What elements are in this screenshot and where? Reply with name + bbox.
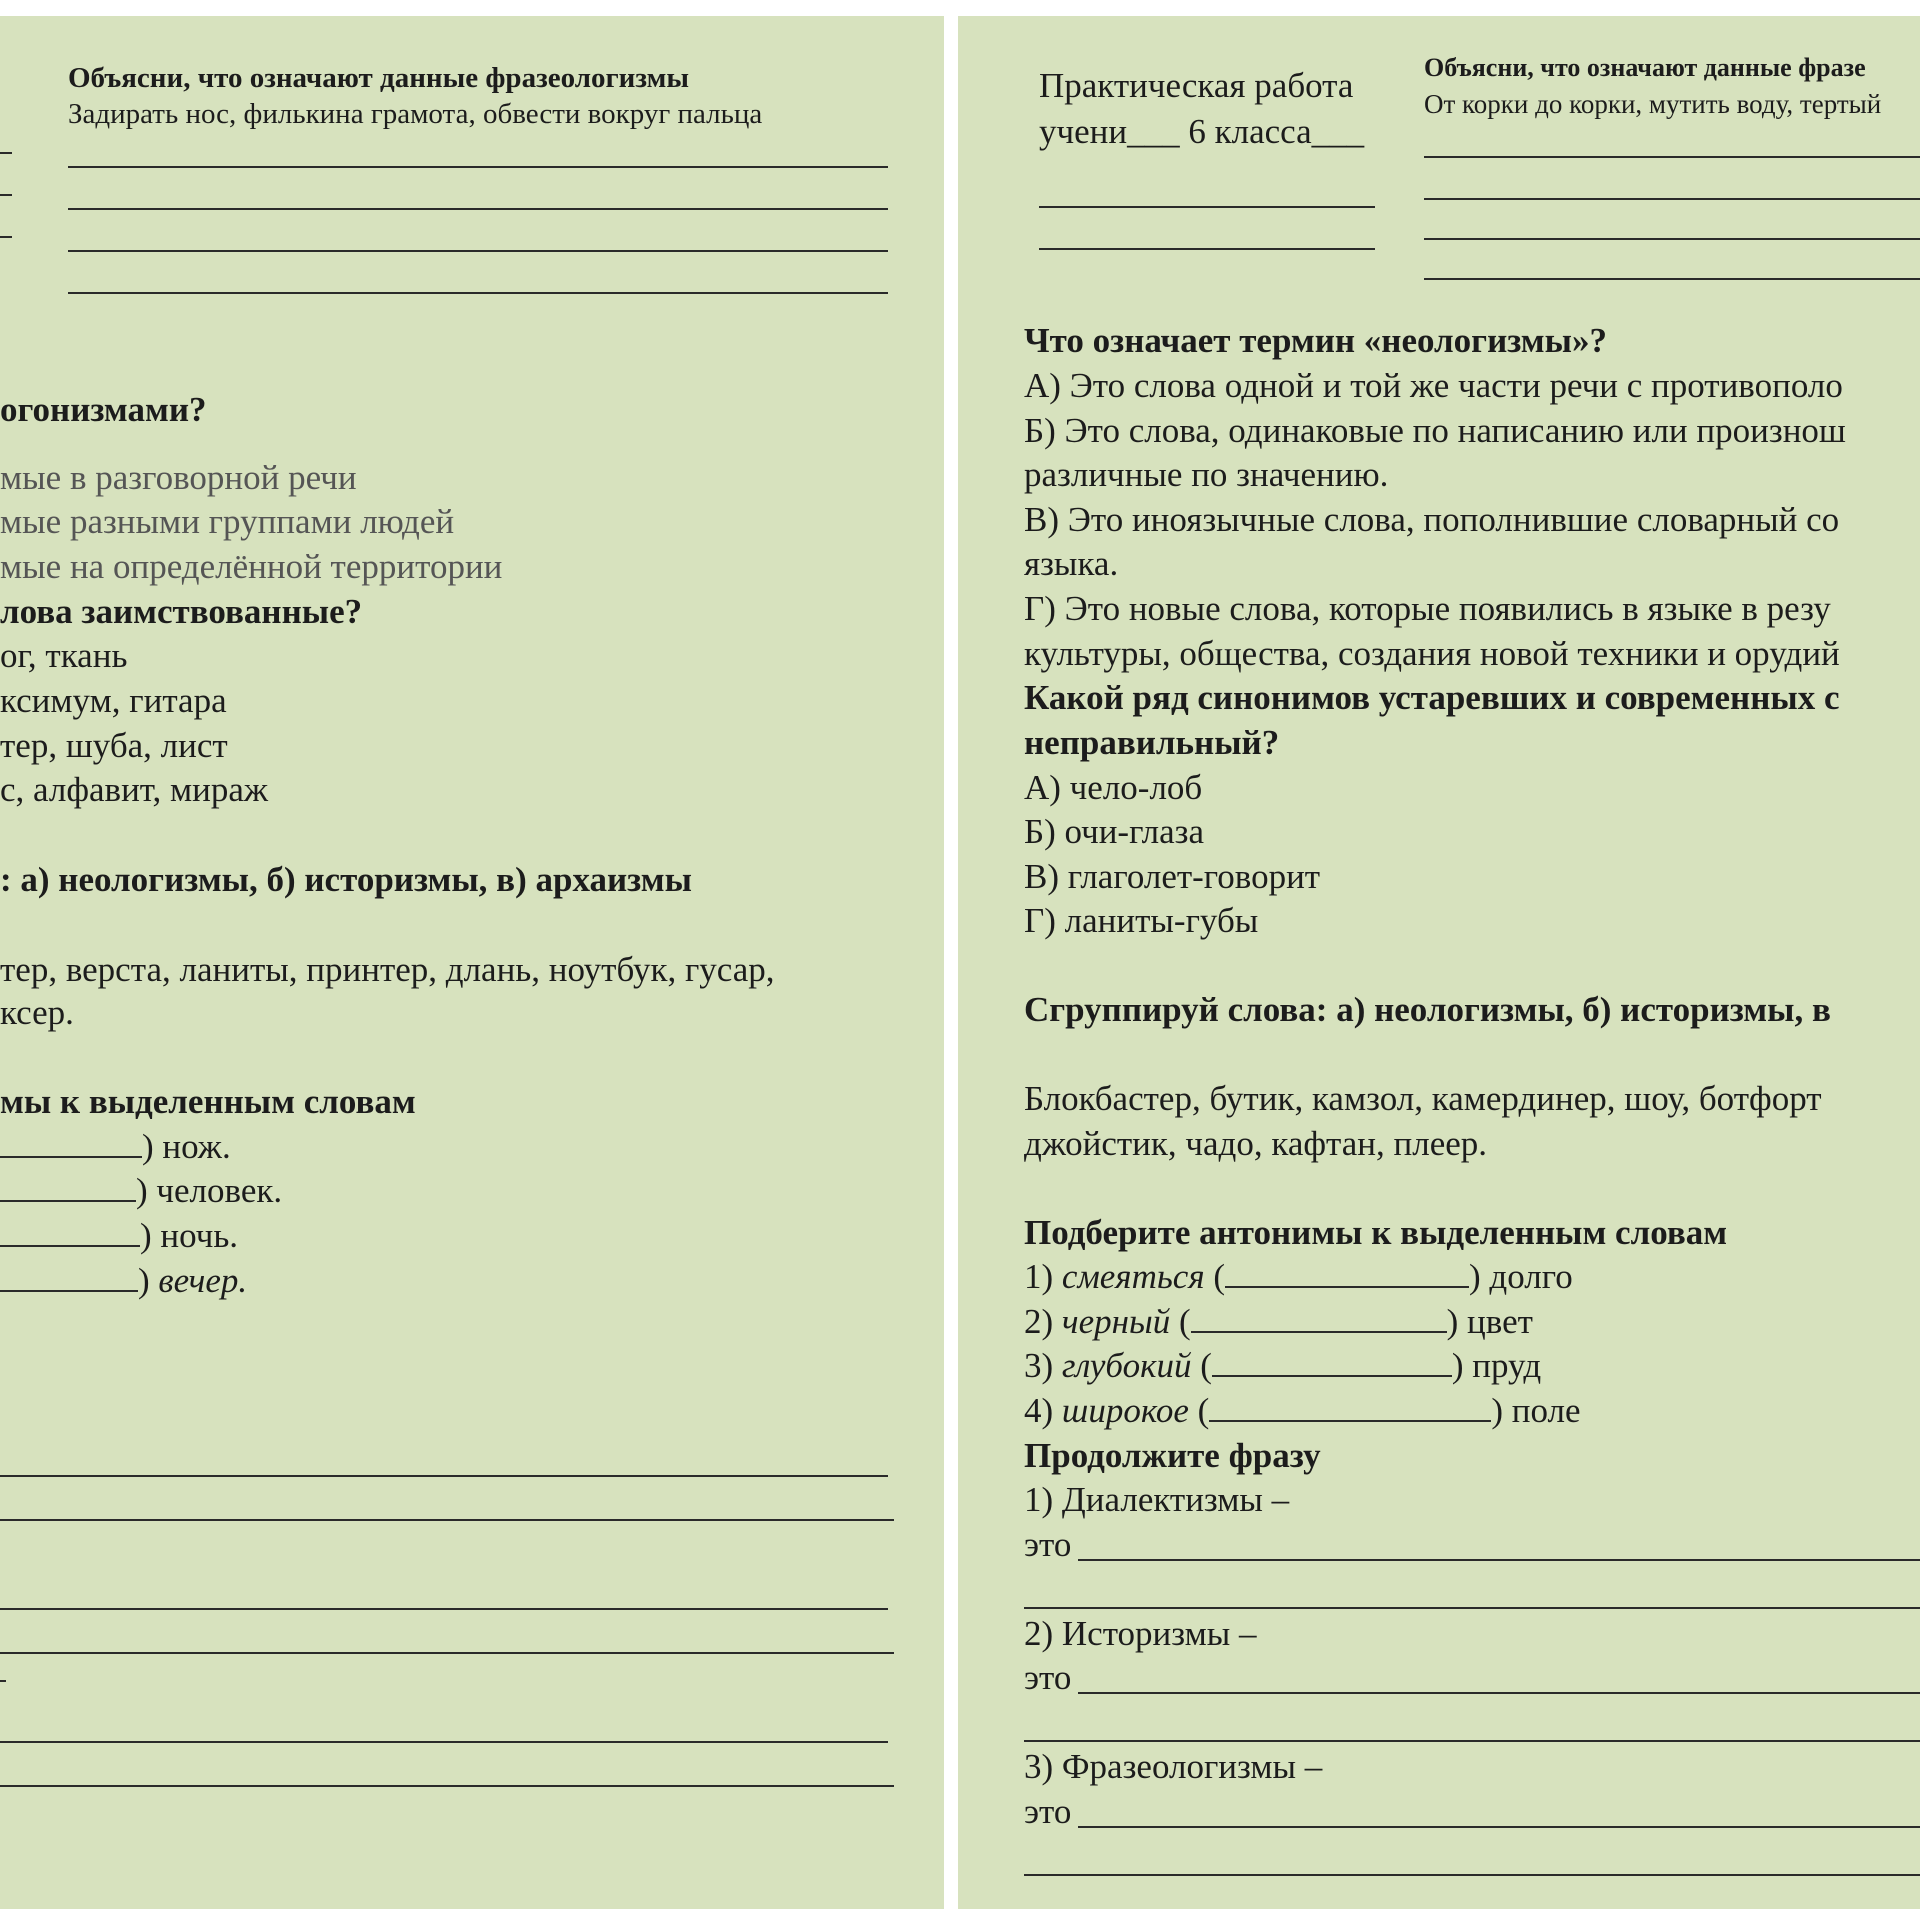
- continue-lead: это: [1024, 1658, 1072, 1697]
- answer-line[interactable]: [0, 1741, 888, 1743]
- work-title: Практическая работа: [1039, 66, 1354, 105]
- answer-line[interactable]: [0, 1608, 888, 1610]
- continue-term: 2) Историзмы –: [1024, 1614, 1257, 1653]
- answer-option: В) глаголет-говорит: [1024, 857, 1321, 896]
- name-line[interactable]: [1039, 248, 1375, 250]
- antonym-item: 2) черный ( ) цвет: [1024, 1302, 1533, 1341]
- answer-option: тер, шуба, лист: [0, 726, 228, 765]
- answer-line[interactable]: [68, 292, 888, 294]
- answer-option: языка.: [1024, 544, 1119, 583]
- continue-lead: это: [1024, 1525, 1072, 1564]
- antonyms-title: Подберите антонимы к выделенным словам: [1024, 1213, 1728, 1252]
- group-task-title: Сгруппируй слова: а) неологизмы, б) историзмы, в: [1024, 990, 1831, 1029]
- answer-option: Б) Это слова, одинаковые по написанию или произнош: [1024, 411, 1846, 450]
- answer-option: А) Это слова одной и той же части речи с противополо: [1024, 366, 1843, 405]
- question-title: Какой ряд синонимов устаревших и современных с: [1024, 678, 1840, 717]
- antonym-item: ) вечер.: [0, 1259, 247, 1303]
- answer-line[interactable]: [1424, 156, 1920, 158]
- left-header-title: Объясни, что означают данные фразеологизмы: [68, 62, 689, 94]
- answer-option: мые в разговорной речи: [0, 458, 357, 497]
- answer-option: А) чело-лоб: [1024, 768, 1203, 807]
- answer-option: культуры, общества, создания новой техники и орудий: [1024, 634, 1840, 673]
- answer-line[interactable]: [1078, 1692, 1920, 1694]
- continue-term: 1) Диалектизмы –: [1024, 1480, 1290, 1519]
- answer-option: мые разными группами людей: [0, 502, 455, 541]
- right-header-phrases: От корки до корки, мутить воду, тертый: [1424, 89, 1882, 119]
- continue-term: 3) Фразеологизмы –: [1024, 1747, 1323, 1786]
- antonyms-title: мы к выделенным словам: [0, 1082, 416, 1121]
- left-header-phrases: Задирать нос, филькина грамота, обвести вокруг пальца: [68, 98, 763, 130]
- answer-option: В) Это иноязычные слова, пополнившие словарный со: [1024, 500, 1840, 539]
- answer-blank[interactable]: [0, 1260, 138, 1292]
- answer-line[interactable]: [1024, 1740, 1920, 1742]
- answer-line[interactable]: [1078, 1559, 1920, 1561]
- answer-line[interactable]: [68, 166, 888, 168]
- answer-option: различные по значению.: [1024, 455, 1389, 494]
- question-title: огонизмами?: [0, 390, 207, 429]
- answer-blank[interactable]: [1209, 1390, 1491, 1422]
- answer-line[interactable]: [68, 208, 888, 210]
- answer-option: Г) ланиты-губы: [1024, 901, 1259, 940]
- answer-line[interactable]: [0, 1680, 6, 1682]
- answer-blank[interactable]: [1212, 1345, 1452, 1377]
- answer-option: Б) очи-глаза: [1024, 812, 1205, 851]
- right-worksheet-page: [958, 16, 1920, 1909]
- answer-line[interactable]: [68, 250, 888, 252]
- right-header-title: Объясни, что означают данные фразе: [1424, 53, 1866, 82]
- answer-line[interactable]: [0, 1652, 894, 1654]
- continue-lead: это: [1024, 1792, 1072, 1831]
- antonym-item: ) человек.: [0, 1169, 282, 1213]
- answer-line[interactable]: [1024, 1607, 1920, 1609]
- answer-line[interactable]: [0, 194, 12, 196]
- question-title: Что означает термин «неологизмы»?: [1024, 321, 1607, 360]
- answer-blank[interactable]: [0, 1126, 142, 1158]
- answer-line[interactable]: [0, 236, 12, 238]
- answer-line[interactable]: [1424, 278, 1920, 280]
- answer-option: ксимум, гитара: [0, 681, 227, 720]
- question-title: лова заимствованные?: [0, 592, 363, 631]
- group-task-words: тер, верста, ланиты, принтер, длань, ноутбук, гусар,: [0, 950, 775, 989]
- answer-line[interactable]: [1024, 1874, 1920, 1876]
- question-title: неправильный?: [1024, 723, 1280, 762]
- answer-line[interactable]: [0, 152, 12, 154]
- group-task-words: джойстик, чадо, кафтан, плеер.: [1024, 1124, 1488, 1163]
- answer-blank[interactable]: [0, 1215, 140, 1247]
- group-task-words: ксер.: [0, 993, 74, 1032]
- antonym-item: 3) глубокий ( ) пруд: [1024, 1346, 1542, 1385]
- answer-line[interactable]: [0, 1475, 888, 1477]
- answer-line[interactable]: [0, 1519, 894, 1521]
- continue-title: Продолжите фразу: [1024, 1436, 1321, 1475]
- answer-line[interactable]: [1424, 238, 1920, 240]
- student-info-line[interactable]: учени___ 6 класса___: [1039, 112, 1365, 151]
- name-line[interactable]: [1039, 206, 1375, 208]
- left-worksheet-page: [0, 16, 944, 1909]
- answer-blank[interactable]: [1225, 1256, 1469, 1288]
- answer-option: Г) Это новые слова, которые появились в языке в резу: [1024, 589, 1831, 628]
- antonym-item: ) ночь.: [0, 1214, 238, 1258]
- answer-blank[interactable]: [0, 1170, 136, 1202]
- answer-option: с, алфавит, мираж: [0, 770, 269, 809]
- answer-line[interactable]: [0, 1785, 894, 1787]
- answer-option: ог, ткань: [0, 636, 128, 675]
- group-task-title: : а) неологизмы, б) историзмы, в) архаизмы: [0, 860, 692, 899]
- antonym-item: ) нож.: [0, 1125, 231, 1169]
- antonym-item: 1) смеяться ( ) долго: [1024, 1257, 1573, 1296]
- answer-option: мые на определённой территории: [0, 547, 503, 586]
- antonym-item: 4) широкое ( ) поле: [1024, 1391, 1581, 1430]
- answer-line[interactable]: [1424, 198, 1920, 200]
- group-task-words: Блокбастер, бутик, камзол, камердинер, шоу, ботфорт: [1024, 1079, 1822, 1118]
- answer-line[interactable]: [1078, 1826, 1920, 1828]
- answer-blank[interactable]: [1191, 1301, 1447, 1333]
